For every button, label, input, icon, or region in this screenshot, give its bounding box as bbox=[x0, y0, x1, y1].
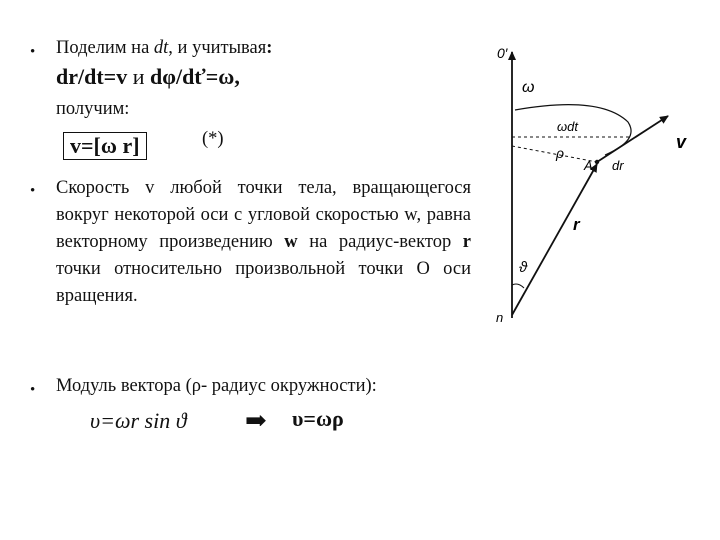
label-origin: n bbox=[496, 310, 504, 325]
label-o-prime: 0′ bbox=[497, 45, 508, 61]
theta-arc bbox=[512, 284, 524, 288]
intro-colon: : bbox=[266, 38, 273, 58]
rotation-diagram bbox=[475, 30, 715, 330]
label-rho: ρ bbox=[556, 145, 565, 161]
label-theta: ϑ bbox=[519, 259, 528, 276]
velocity-paragraph bbox=[56, 175, 471, 310]
label-v: v bbox=[676, 132, 687, 152]
paragraph-r: r bbox=[462, 232, 471, 252]
bullet-2: • bbox=[30, 183, 36, 199]
intro-line bbox=[56, 35, 272, 62]
formula-derivatives bbox=[56, 64, 240, 90]
formula-modulus bbox=[90, 408, 187, 434]
formula-dr-dt: dr/dt=v bbox=[56, 64, 128, 89]
intro-text-2: , и учитывая bbox=[168, 38, 267, 58]
label-omega: ω bbox=[522, 79, 535, 96]
velocity-vector bbox=[597, 116, 668, 162]
label-r: r bbox=[573, 215, 580, 234]
label-a: A bbox=[584, 158, 593, 173]
intro-dt: dt bbox=[153, 38, 169, 58]
paragraph-post: точки относительно произвольной точки О оси вращения. bbox=[56, 259, 471, 306]
formula-dphi-dt: dφ/dť=ω, bbox=[150, 64, 240, 89]
receive-text: получим: bbox=[56, 99, 130, 119]
label-omega-dt: ωdt bbox=[557, 119, 578, 134]
bullet-1: • bbox=[30, 44, 36, 60]
implies-arrow: ➡ bbox=[245, 406, 267, 435]
paragraph-pre: Скорость v любой точки тела, вращающегося вокруг некоторой оси с угловой скоростью w, равна векторному произведению bbox=[56, 178, 471, 252]
point-a bbox=[595, 160, 599, 164]
modulus-text: Модуль вектора (ρ- радиус окружности): bbox=[56, 376, 377, 396]
formula-modulus-left: υ=ωr sin ϑ bbox=[90, 408, 187, 433]
paragraph-w: w bbox=[284, 232, 298, 252]
radius-vector bbox=[512, 164, 597, 315]
paragraph-mid: на радиус-вектор bbox=[297, 232, 463, 252]
intro-text-1: Поделим на bbox=[56, 38, 154, 58]
bullet-3: • bbox=[30, 382, 36, 398]
label-dr: dr bbox=[612, 158, 624, 173]
boxed-formula: v=[ω r] bbox=[63, 132, 147, 160]
formula-modulus-right: υ=ωρ bbox=[292, 406, 344, 431]
formula-label: (*) bbox=[202, 129, 224, 149]
formula-and: и bbox=[127, 64, 150, 89]
